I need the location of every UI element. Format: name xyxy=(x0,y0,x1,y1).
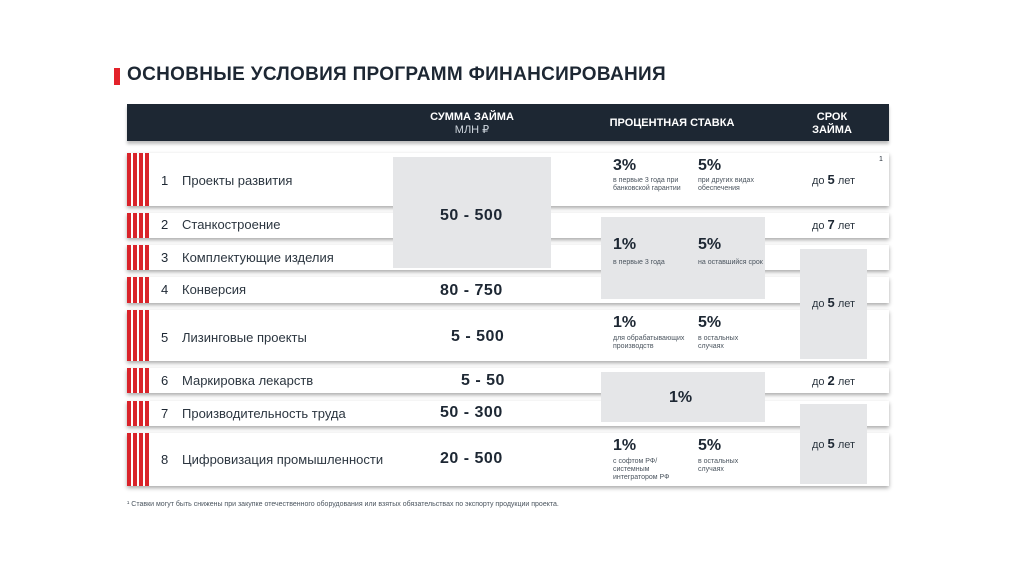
amount-value: 80 - 750 xyxy=(440,282,503,299)
row-name: Цифровизация промышленности xyxy=(182,452,384,467)
header-amount-label: СУММА ЗАЙМА xyxy=(430,111,514,123)
rate-value: 5% xyxy=(698,314,722,331)
rate-note: с софтом РФ/ системным интегратором РФ xyxy=(613,458,670,481)
table-header xyxy=(127,104,889,141)
amount-value: 50 - 500 xyxy=(440,207,503,224)
header-term-label-1: СРОК xyxy=(816,111,848,123)
row-stripes xyxy=(127,368,149,393)
term-suffix: лет xyxy=(837,376,856,388)
amount-value: 5 - 50 xyxy=(461,372,505,389)
header-amount-unit: МЛН ₽ xyxy=(454,124,490,136)
term-value xyxy=(800,295,867,310)
rate-note: на оставшийся срок xyxy=(698,259,763,266)
amount-value: 20 - 500 xyxy=(440,450,503,467)
row-number: 8 xyxy=(161,452,169,467)
header-rate-label: ПРОЦЕНТНАЯ СТАВКА xyxy=(609,117,735,129)
row-number: 1 xyxy=(161,173,169,188)
rate-value: 1% xyxy=(613,236,637,253)
row-name: Производительность труда xyxy=(182,406,346,421)
row-name: Проекты развития xyxy=(182,173,293,188)
term-number: 5 xyxy=(827,172,835,187)
rate-note: в остальных случаях xyxy=(698,458,739,473)
row-stripes xyxy=(127,245,149,270)
footnote: ¹ Ставки могут быть снижены при закупке отечественного оборудования или взятых обязательствах по экспорту продукции проекта. xyxy=(127,501,559,508)
row-name: Маркировка лекарств xyxy=(182,373,314,388)
title-accent-bar xyxy=(114,68,120,85)
header-amount xyxy=(407,111,537,137)
term-suffix: лет xyxy=(837,220,856,232)
row-number: 7 xyxy=(161,406,169,421)
term-value xyxy=(800,217,867,232)
rate-value: 1% xyxy=(613,437,637,454)
term-value xyxy=(800,373,867,388)
row-name: Лизинговые проекты xyxy=(182,330,307,345)
rate-value: 1% xyxy=(669,389,693,406)
row-stripes xyxy=(127,401,149,426)
term-value xyxy=(800,436,867,451)
rate-value: 5% xyxy=(698,437,722,454)
term-number: 5 xyxy=(827,436,835,451)
term-suffix: лет xyxy=(837,175,856,187)
row-stripes xyxy=(127,277,149,303)
rate-note: в первые 3 года при банковской гарантии xyxy=(613,177,681,192)
row-stripes xyxy=(127,213,149,238)
page-title: ОСНОВНЫЕ УСЛОВИЯ ПРОГРАММ ФИНАНСИРОВАНИЯ xyxy=(127,64,666,85)
term-number: 2 xyxy=(827,373,835,388)
row-number: 5 xyxy=(161,330,169,345)
row-name: Комплектующие изделия xyxy=(182,250,334,265)
term-number: 5 xyxy=(827,295,835,310)
row-number: 2 xyxy=(161,217,169,232)
row-name: Станкостроение xyxy=(182,217,281,232)
term-suffix: лет xyxy=(837,439,856,451)
rate-note: для обрабатывающих производств xyxy=(613,335,685,350)
term-suffix: лет xyxy=(837,298,856,310)
amount-value: 50 - 300 xyxy=(440,404,503,421)
row-number: 6 xyxy=(161,373,169,388)
row-name: Конверсия xyxy=(182,282,247,297)
rate-note: в остальных случаях xyxy=(698,335,739,350)
row-stripes xyxy=(127,433,149,486)
term-prefix: до xyxy=(811,439,825,451)
term-prefix: до xyxy=(811,175,825,187)
rate-note: при других видах обеспечения xyxy=(698,177,754,192)
row-stripes xyxy=(127,153,149,206)
term-prefix: до xyxy=(811,220,825,232)
row-number: 4 xyxy=(161,282,169,297)
rate-value: 3% xyxy=(613,157,637,174)
term-value xyxy=(800,172,867,187)
row-stripes xyxy=(127,310,149,361)
rate-merged-cell xyxy=(601,217,765,299)
term-number: 7 xyxy=(827,217,835,232)
rate-note: в первые 3 года xyxy=(613,259,665,266)
term-prefix: до xyxy=(811,376,825,388)
row-number: 3 xyxy=(161,250,169,265)
footnote-marker: 1 xyxy=(879,156,883,163)
header-term xyxy=(797,111,867,137)
header-rate xyxy=(597,117,747,130)
header-term-label-2: ЗАЙМА xyxy=(812,124,852,136)
term-prefix: до xyxy=(811,298,825,310)
amount-value: 5 - 500 xyxy=(451,328,505,345)
rate-value: 1% xyxy=(613,314,637,331)
rate-value: 5% xyxy=(698,157,722,174)
rate-value: 5% xyxy=(698,236,722,253)
